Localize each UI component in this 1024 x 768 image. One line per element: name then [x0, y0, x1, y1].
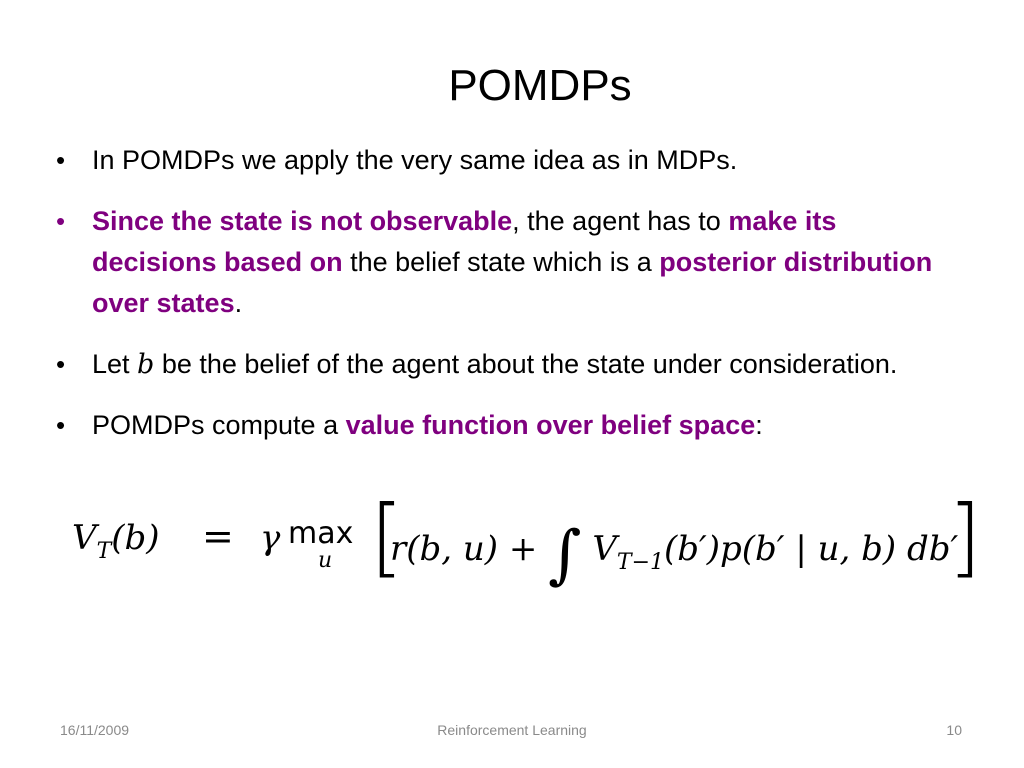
highlight-text: value function over belief space: [345, 410, 756, 440]
bullet-list: [56, 140, 936, 466]
bullet-item-3: [56, 344, 936, 385]
bullet-dot: •: [56, 410, 66, 440]
bullet-text: the belief state which is a: [342, 247, 660, 277]
formula-equals: =: [202, 514, 234, 558]
integral-sign: ∫: [548, 518, 582, 592]
formula-right-bracket: ]: [948, 487, 982, 587]
bullet-dot: •: [56, 145, 66, 175]
highlight-text: Since the state is not observable: [92, 206, 513, 236]
footer-date: 16/11/2009: [60, 722, 130, 738]
bullet-item-1: [56, 140, 936, 181]
math-variable: b: [137, 349, 155, 380]
slide-title: POMDPs: [448, 61, 632, 110]
highlight-text: posterior distribution over states: [92, 247, 933, 318]
footer-page-number: 10: [946, 722, 962, 738]
formula-left-bracket: [: [370, 487, 404, 587]
bullet-text: , the agent has to: [512, 206, 729, 236]
footer-course-title: Reinforcement Learning: [437, 722, 587, 738]
bullet-text: .: [234, 288, 243, 318]
formula-max: max: [288, 516, 354, 551]
value-function-formula: [72, 487, 982, 592]
bullet-text: be the belief of the agent about the state under consideration.: [154, 349, 898, 379]
bullet-text: Let: [92, 349, 138, 379]
bullet-text: :: [755, 410, 763, 440]
bullet-dot: •: [56, 349, 66, 379]
formula-max-subscript: u: [318, 548, 333, 573]
bullet-text: POMDPs compute a: [92, 410, 346, 440]
highlight-text: make its decisions based on: [92, 206, 837, 277]
formula-lhs: $V_T(b)$: [72, 518, 160, 564]
formula-gamma: γ: [260, 518, 281, 558]
bullet-item-2: [56, 201, 936, 324]
bullet-dot: •: [56, 206, 66, 236]
bullet-text: In POMDPs we apply the very same idea as in MDPs.: [92, 145, 738, 175]
bullet-item-4: [56, 405, 936, 446]
formula-body: r(b, u) + ∫ $V_{T-1}(b')p(b'$ | u, b) db′: [390, 518, 959, 592]
